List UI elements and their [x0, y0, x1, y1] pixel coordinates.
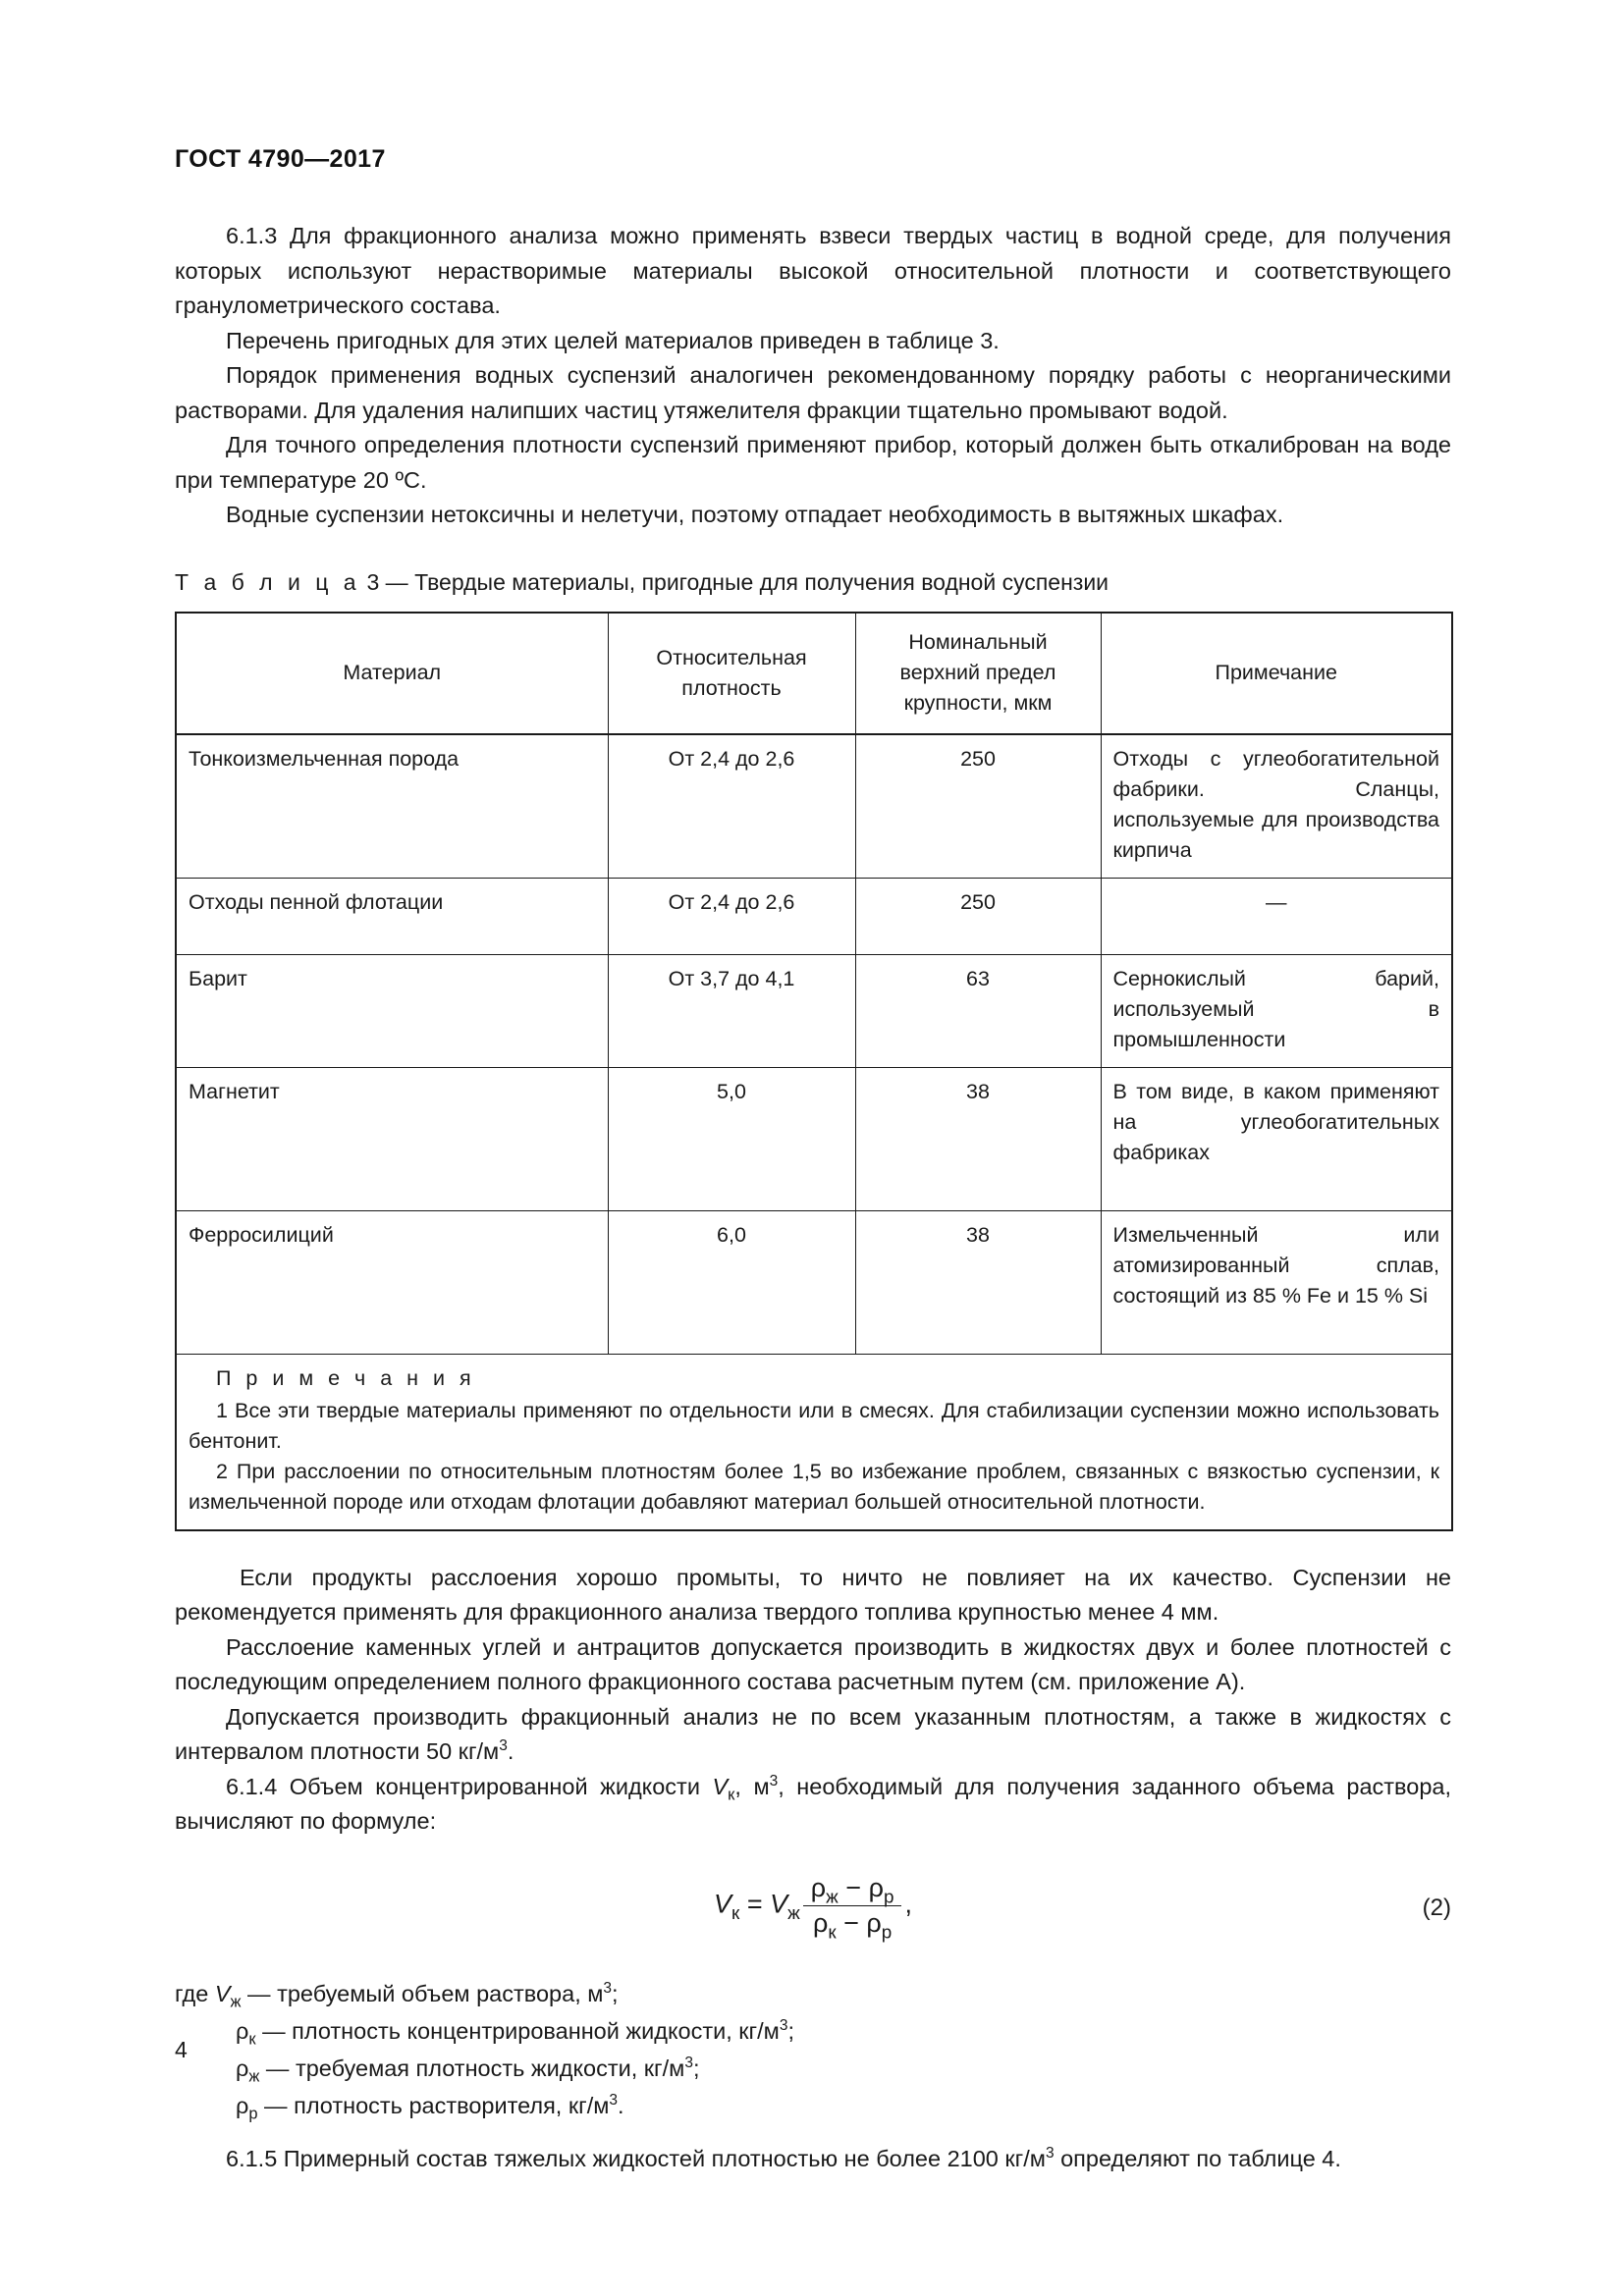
cell-material: Ферросилиций: [176, 1210, 608, 1354]
table-caption-dash: —: [379, 568, 415, 595]
formula-numerator-rho2-subscript: р: [883, 1886, 894, 1907]
column-header-relative-density-line1: Относительная: [656, 645, 807, 669]
table-row: [176, 954, 1452, 1067]
standard-header: ГОСТ 4790—2017: [175, 145, 386, 173]
paragraph-density-interval-exponent: 3: [499, 1737, 508, 1755]
formula-rhs-variable: V: [770, 1889, 788, 1919]
table-caption-text: Твердые материалы, пригодные для получения водной суспензии: [414, 568, 1110, 595]
variable-tail: ;: [692, 2055, 700, 2081]
cell-remark: Измельченный или атомизированный сплав, состоящий из 85 % Fe и 15 % Si: [1101, 1210, 1452, 1354]
variable-subscript: р: [248, 2105, 258, 2123]
table-body: [176, 734, 1452, 1530]
variable-description: плотность концентрированной жидкости, кг/м: [292, 2017, 780, 2044]
cell-remark: Отходы с углеобогатительной фабрики. Сланцы, используемые для производства кирпича: [1101, 734, 1452, 879]
column-header-relative-density: [608, 613, 855, 734]
table-caption-number: 3: [366, 568, 380, 595]
column-header-upper-size-limit-line3: крупности, мкм: [903, 691, 1053, 715]
cell-remark: Сернокислый барий, используемый в промышленности: [1101, 954, 1452, 1067]
paragraph-density-interval-text: Допускается производить фракционный анализ не по всем указанным плотностям, а также в жидкостях с интервалом плотности 50 кг/м: [175, 1703, 1451, 1764]
table-head: [176, 613, 1452, 734]
variable-definition-item: [175, 2087, 1451, 2124]
table-header-row: [176, 613, 1452, 734]
cell-remark: В том виде, в каком применяют на углеобогатительных фабриках: [1101, 1067, 1452, 1210]
cell-density: От 2,4 до 2,6: [608, 878, 855, 954]
variable-definitions: [175, 1975, 1451, 2124]
variable-definition-item: [175, 2050, 1451, 2087]
table-footnotes: [176, 1354, 1452, 1530]
formula-denominator-rho2-subscript: р: [881, 1921, 893, 1943]
variable-symbol: V: [214, 1980, 231, 2006]
paragraph-6-1-4-tail: , необходимый для получения заданного объема раствора, вычисляют по формуле:: [175, 1773, 1451, 1834]
formula-numerator-rho1: ρ: [810, 1872, 827, 1902]
cell-material: Магнетит: [176, 1067, 608, 1210]
column-header-material: Материал: [176, 613, 608, 734]
paragraph-6-1-3: 6.1.3 Для фракционного анализа можно применять взвеси твердых частиц в водной среде, для получения которых используют нерастворимые материалы высокой относительной плотности и соответствующего гранулометрического состава.: [175, 223, 1451, 318]
paragraph-coal-separation: Расслоение каменных углей и антрацитов допускается производить в жидкостях двух и более плотностей с последующим определением полного фракционного состава расчетным путем (см. приложение А).: [175, 1633, 1451, 1694]
variable-symbol: ρ: [236, 2055, 249, 2081]
formula-lhs-variable: V: [714, 1889, 732, 1919]
variable-subscript: ж: [230, 1993, 242, 2011]
formula-lhs-subscript: к: [731, 1902, 740, 1924]
cell-limit: 250: [855, 734, 1101, 879]
variable-exponent: 3: [609, 2091, 619, 2109]
formula-expression: [175, 1872, 1451, 1943]
column-header-relative-density-line2: плотность: [681, 675, 782, 700]
table-row: [176, 1210, 1452, 1354]
column-header-upper-size-limit-line1: Номинальный: [908, 630, 1048, 654]
variable-dash: —: [257, 2092, 295, 2118]
paragraph-6-1-4-lead: 6.1.4 Объем концентрированной жидкости: [226, 1773, 713, 1799]
cell-density: От 2,4 до 2,6: [608, 734, 855, 879]
formula-numerator-rho1-subscript: ж: [826, 1886, 839, 1907]
paragraph-6-1-5-lead: 6.1.5 Примерный состав тяжелых жидкостей плотностью не более 2100 кг/м: [226, 2145, 1046, 2171]
paragraph-materials-list-ref: Перечень пригодных для этих целей материалов приведен в таблице 3.: [226, 327, 1000, 353]
variable-description: плотность растворителя, кг/м: [294, 2092, 610, 2118]
cell-density: От 3,7 до 4,1: [608, 954, 855, 1067]
cell-material: Отходы пенной флотации: [176, 878, 608, 954]
formula-equals-sign: =: [746, 1889, 763, 1919]
variable-tail: ;: [612, 1980, 619, 2006]
paragraph-6-1-4-variable-subscript: к: [728, 1786, 735, 1804]
variable-subscript: ж: [248, 2067, 260, 2086]
cell-limit: 38: [855, 1067, 1101, 1210]
formula-trailing-comma: ,: [904, 1889, 912, 1919]
paragraph-suspension-usage: Порядок применения водных суспензий аналогичен рекомендованному порядку работы с неорганическими растворами. Для удаления налипших частиц утяжелителя фракции тщательно промывают водой.: [175, 362, 1451, 423]
formula-fraction: [803, 1872, 902, 1943]
variable-exponent: 3: [779, 2016, 788, 2034]
paragraph-6-1-4-variable: V: [712, 1773, 729, 1799]
table-row: [176, 1067, 1452, 1210]
variable-tail: ;: [787, 2017, 794, 2044]
formula-numerator-minus: −: [845, 1872, 862, 1902]
cell-limit: 250: [855, 878, 1101, 954]
formula-denominator-rho1: ρ: [812, 1907, 829, 1938]
paragraph-nontoxic: Водные суспензии нетоксичны и нелетучи, поэтому отпадает необходимость в вытяжных шкафах.: [226, 502, 1284, 527]
where-lead: где: [175, 1980, 215, 2006]
cell-material: Тонкоизмельченная порода: [176, 734, 608, 879]
formula-rhs-subscript: ж: [787, 1902, 800, 1924]
variable-description: требуемый объем раствора, м: [277, 1980, 604, 2006]
cell-density: 6,0: [608, 1210, 855, 1354]
table-row: [176, 878, 1452, 954]
formula-numerator: [803, 1873, 902, 1906]
paragraph-density-interval-tail: .: [507, 1738, 514, 1764]
cell-limit: 63: [855, 954, 1101, 1067]
table-row: [176, 734, 1452, 879]
formula-denominator: [803, 1906, 902, 1943]
paragraph-density-interval: [175, 1700, 1451, 1770]
formula-numerator-rho2: ρ: [868, 1872, 884, 1902]
formula-denominator-rho1-subscript: к: [828, 1921, 837, 1943]
formula-number: (2): [1422, 1894, 1451, 1921]
paragraph-density-device-unit: ºС.: [395, 466, 427, 493]
footnote-1: 1 Все эти твердые материалы применяют по отдельности или в смесях. Для стабилизации суспензии можно использовать бентонит.: [189, 1398, 1439, 1453]
cell-material: Барит: [176, 954, 608, 1067]
cell-limit: 38: [855, 1210, 1101, 1354]
footnote-2: 2 При расслоении по относительным плотностям более 1,5 во избежание проблем, связанных с вязкостью суспензии, к измельченной породе или отходам флотации добавляют материал большей относительной плотности.: [189, 1459, 1439, 1514]
variable-dash: —: [259, 2055, 296, 2081]
column-header-upper-size-limit-line2: верхний предел: [899, 661, 1056, 684]
footnotes-title: П р и м е ч а н и я: [216, 1365, 476, 1390]
column-header-upper-size-limit: [855, 613, 1101, 734]
paragraph-6-1-4-unit: , м: [734, 1773, 770, 1799]
paragraph-density-device: [175, 428, 1451, 498]
column-header-remark: Примечание: [1101, 613, 1452, 734]
table-caption-label: Т а б л и ц а: [175, 568, 361, 595]
page-content: [175, 145, 1451, 2176]
cell-density: 5,0: [608, 1067, 855, 1210]
paragraph-density-device-text: Для точного определения плотности суспензий применяют прибор, который должен быть откалиброван на воде при температуре 20: [175, 432, 1451, 493]
materials-table: [175, 612, 1453, 1531]
variable-exponent: 3: [603, 1979, 613, 1997]
variable-tail: .: [618, 2092, 624, 2118]
table-footnotes-row: [176, 1354, 1452, 1530]
variable-symbol: ρ: [236, 2092, 249, 2118]
paragraph-6-1-5: [175, 2142, 1451, 2177]
formula-denominator-minus: −: [843, 1907, 859, 1938]
variable-exponent: 3: [684, 2054, 693, 2071]
paragraph-6-1-5-tail: определяют по таблице 4.: [1054, 2145, 1341, 2171]
formula-denominator-rho2: ρ: [866, 1907, 882, 1938]
page-number: 4: [175, 2037, 188, 2062]
variable-definition-item: [175, 1975, 1451, 2012]
paragraph-6-1-4: [175, 1770, 1451, 1840]
formula-block: [175, 1865, 1451, 1959]
variable-subscript: к: [248, 2030, 256, 2049]
variable-symbol: ρ: [236, 2017, 249, 2044]
cell-remark: —: [1101, 878, 1452, 954]
variable-definition-item: [175, 2012, 1451, 2050]
variable-dash: —: [255, 2017, 293, 2044]
variable-description: требуемая плотность жидкости, кг/м: [295, 2055, 685, 2081]
paragraph-washed-products: Если продукты расслоения хорошо промыты, то ничто не повлияет на их качество. Суспензии не рекомендуется применять для фракционного анализа твердого топлива крупностью менее 4 мм.: [175, 1564, 1451, 1625]
table-caption: [175, 566, 1451, 598]
paragraph-6-1-4-unit-exponent: 3: [769, 1772, 779, 1789]
variable-dash: —: [241, 1980, 278, 2006]
paragraph-6-1-5-exponent: 3: [1045, 2144, 1055, 2162]
